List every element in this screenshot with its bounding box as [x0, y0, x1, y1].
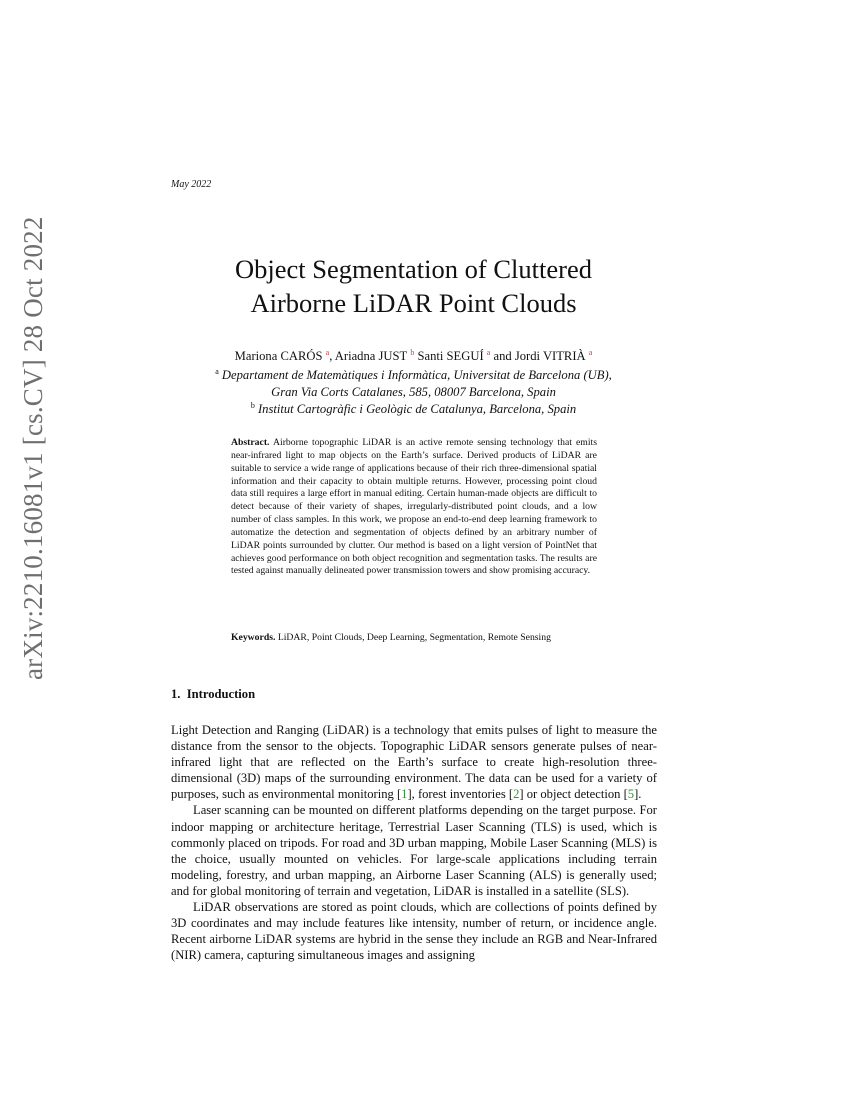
- keywords-text: LiDAR, Point Clouds, Deep Learning, Segmentation, Remote Sensing: [277, 632, 551, 643]
- affiliation-mark: a: [486, 348, 491, 357]
- section-number: 1.: [171, 687, 181, 701]
- paragraph-text: Light Detection and Ranging (LiDAR) is a technology that emits pulses of light to measure the distance from the sensor to the objects. Topographic LiDAR sensors generate pulses of near-infrared light that are reflected on the Earth’s surface to create high-resolution three-dimensional (3D) maps of the surrounding environment. The data can be used for a variety of purposes, such as environmental monitoring [: [171, 723, 657, 802]
- affiliation-mark: b: [250, 401, 255, 410]
- paper-title-line-2: Airborne LiDAR Point Clouds: [250, 288, 577, 318]
- paragraph: LiDAR observations are stored as point clouds, which are collections of points defined by 3D coordinates and may include features like intensity, number of return, or incidence angle. Recent airborne LiDAR systems are hybrid in the sense they include an RGB and Near-Infrared (NIR) camera, capturing simultaneous images and assigning: [171, 900, 657, 963]
- paper-title-line-1: Object Segmentation of Cluttered: [235, 254, 592, 284]
- section-title: Introduction: [186, 687, 256, 701]
- paragraph-text: ] or object detection [: [519, 787, 628, 802]
- citation-link[interactable]: 2: [513, 787, 520, 802]
- paragraph-text: ].: [634, 787, 642, 802]
- keywords-label: Keywords.: [231, 632, 276, 643]
- abstract-text: Airborne topographic LiDAR is an active remote sensing technology that emits near-infrared light to map objects on the Earth’s surface. Derived products of LiDAR are suitable to service a wide range of applications because of their rich three-dimensional spatial information and their capacity to obtain multiple returns. However, processing point cloud data still requires a large effort in manual editing. Certain human-made objects are difficult to detect because of their variety of shapes, irregularly-distributed point clouds, and a low number of class samples. In this work, we propose an end-to-end deep learning framework to automatize the detection and segmentation of objects defined by an arbitrary number of LiDAR points surrounded by clutter. Our method is based on a light version of PointNet that achieves good performance on both object recognition and segmentation tasks. The results are tested against manually delineated power transmission towers and show promising accuracy.: [231, 437, 597, 577]
- author-list: [171, 348, 656, 365]
- introduction-body: [171, 722, 657, 963]
- affiliation-a-line-2: Gran Via Corts Catalanes, 585, 08007 Barcelona, Spain: [271, 385, 556, 399]
- author-separator: ,: [329, 349, 335, 363]
- affiliation-b-line-1: Institut Cartogràfic i Geològic de Catalunya, Barcelona, Spain: [257, 402, 577, 416]
- abstract-label: Abstract.: [231, 437, 270, 448]
- affiliation-mark: a: [215, 367, 219, 376]
- arxiv-identifier-stamp: arXiv:2210.16081v1 [cs.CV] 28 Oct 2022: [18, 216, 48, 680]
- author-separator: and: [490, 349, 515, 363]
- keywords: [231, 631, 601, 644]
- affiliation-mark: a: [325, 348, 330, 357]
- affiliation-mark: a: [588, 348, 593, 357]
- paragraph: [171, 722, 657, 802]
- affiliation-b: [171, 401, 656, 418]
- affiliation-a-line-1: Departament de Matemàtiques i Informàtica, Universitat de Barcelona (UB),: [221, 368, 612, 382]
- author-name: Jordi VITRIÀ: [514, 349, 586, 363]
- paper-title: [171, 252, 656, 320]
- affiliation-block: [171, 367, 656, 418]
- paragraph: Laser scanning can be mounted on different platforms depending on the target purpose. For indoor mapping or architecture heritage, Terrestrial Laser Scanning (TLS) is used, which is commonly placed on tripods. For road and 3D urban mapping, Mobile Laser Scanning (MLS) is the choice, usually mounted on vehicles. For large-scale applications including terrain modeling, forestry, and urban mapping, an Airborne Laser Scanning (ALS) is generally used; and for global monitoring of terrain and vegetation, LiDAR is installed in a satellite (SLS).: [171, 803, 657, 898]
- affiliation-a: [171, 367, 656, 384]
- section-heading-introduction: [171, 687, 255, 702]
- paragraph-text: ], forest inventories [: [407, 787, 514, 802]
- citation-link[interactable]: 1: [401, 787, 408, 802]
- author-name: Santi SEGUÍ: [417, 349, 484, 363]
- citation-link[interactable]: 5: [627, 787, 635, 802]
- author-name: Ariadna JUST: [334, 349, 408, 363]
- abstract: [231, 437, 597, 578]
- affiliation-mark: b: [410, 348, 415, 357]
- publication-date: May 2022: [171, 179, 212, 190]
- author-name: Mariona CARÓS: [234, 349, 323, 363]
